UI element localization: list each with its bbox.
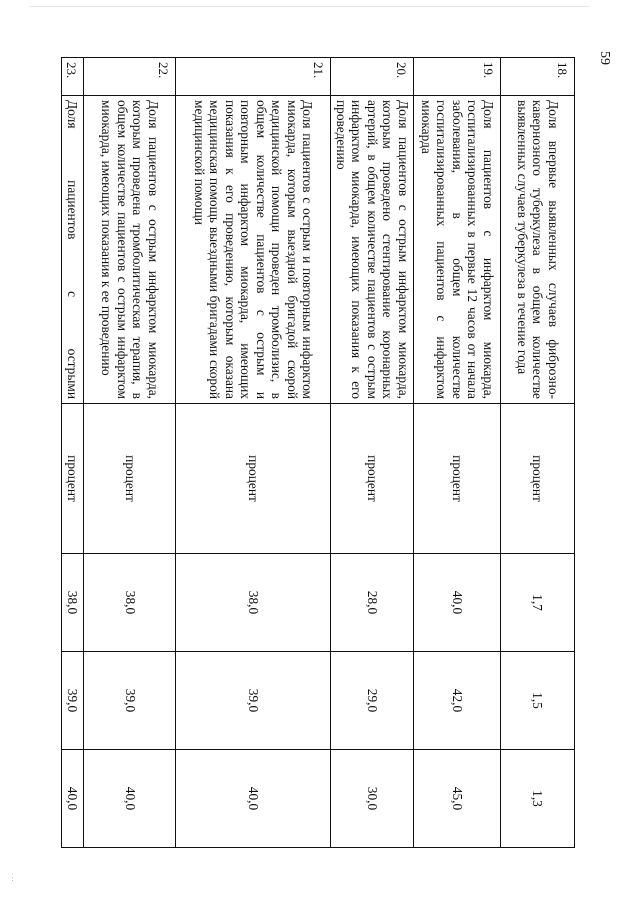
page-number: 59 [597, 51, 612, 65]
value-year-3: 40,0 [62, 750, 84, 848]
table-row [84, 58, 176, 848]
table-row [331, 58, 414, 848]
value-year-2: 1,5 [501, 652, 575, 750]
scan-artifact-line [30, 6, 590, 7]
table-row [62, 58, 84, 848]
unit: процент [331, 404, 414, 554]
row-number: 18. [501, 58, 575, 96]
value-year-2: 29,0 [331, 652, 414, 750]
value-year-3: 40,0 [84, 750, 176, 848]
indicator-name: Доля пациентов с острым и повторным инфарктом миокарда, которым выездной бригадой скорой медицинской помощи проведен тромболизис, в общем количестве пациентов с острым и повторным инфарктом миокарда, имеющих показания к его проведению, которым оказана медицинская помощь выездными бригадами скорой медицинской помощи [176, 96, 331, 404]
value-year-3: 1,3 [501, 750, 575, 848]
value-year-2: 39,0 [62, 652, 84, 750]
scan-edge-mark: ⋮ [8, 872, 17, 882]
unit: процент [84, 404, 176, 554]
value-year-3: 45,0 [414, 750, 501, 848]
indicators-table [61, 57, 575, 848]
value-year-1: 28,0 [331, 554, 414, 652]
indicator-name: Доля пациентов с инфарктом миокарда, госпитализированных в первые 12 часов от начала заболевания, в общем количестве госпитализированных пациентов с инфарктом миокарда [414, 96, 501, 404]
value-year-1: 38,0 [176, 554, 331, 652]
row-number: 21. [176, 58, 331, 96]
unit: процент [501, 404, 575, 554]
row-number: 23. [62, 58, 84, 96]
unit: процент [62, 404, 84, 554]
indicator-name: Доля пациентов с острым инфарктом миокарда, которым проведено стентирование коронарных артерий, в общем количестве пациентов с острым инфарктом миокарда, имеющих показания к его проведению [331, 96, 414, 404]
table-row [414, 58, 501, 848]
table-row [176, 58, 331, 848]
value-year-1: 38,0 [62, 554, 84, 652]
indicator-name: Доля впервые выявленных случаев фиброзно-кавернозного туберкулеза в общем количестве выявленных случаев туберкулеза в течение года [501, 96, 575, 404]
value-year-1: 1,7 [501, 554, 575, 652]
row-number: 20. [331, 58, 414, 96]
value-year-2: 42,0 [414, 652, 501, 750]
row-number: 22. [84, 58, 176, 96]
value-year-2: 39,0 [176, 652, 331, 750]
indicator-name: Доля пациентов с острым инфарктом миокарда, которым проведена тромболитическая терапия, в общем количестве пациентов с острым инфарктом миокарда, имеющих показания к ее проведению [84, 96, 176, 404]
indicator-name: Доля пациентов с острыми [62, 96, 84, 404]
unit: процент [176, 404, 331, 554]
value-year-3: 40,0 [176, 750, 331, 848]
value-year-1: 40,0 [414, 554, 501, 652]
value-year-2: 39,0 [84, 652, 176, 750]
value-year-1: 38,0 [84, 554, 176, 652]
value-year-3: 30,0 [331, 750, 414, 848]
row-number: 19. [414, 58, 501, 96]
unit: процент [414, 404, 501, 554]
table-row [501, 58, 575, 848]
rotated-table-container [65, 57, 575, 847]
